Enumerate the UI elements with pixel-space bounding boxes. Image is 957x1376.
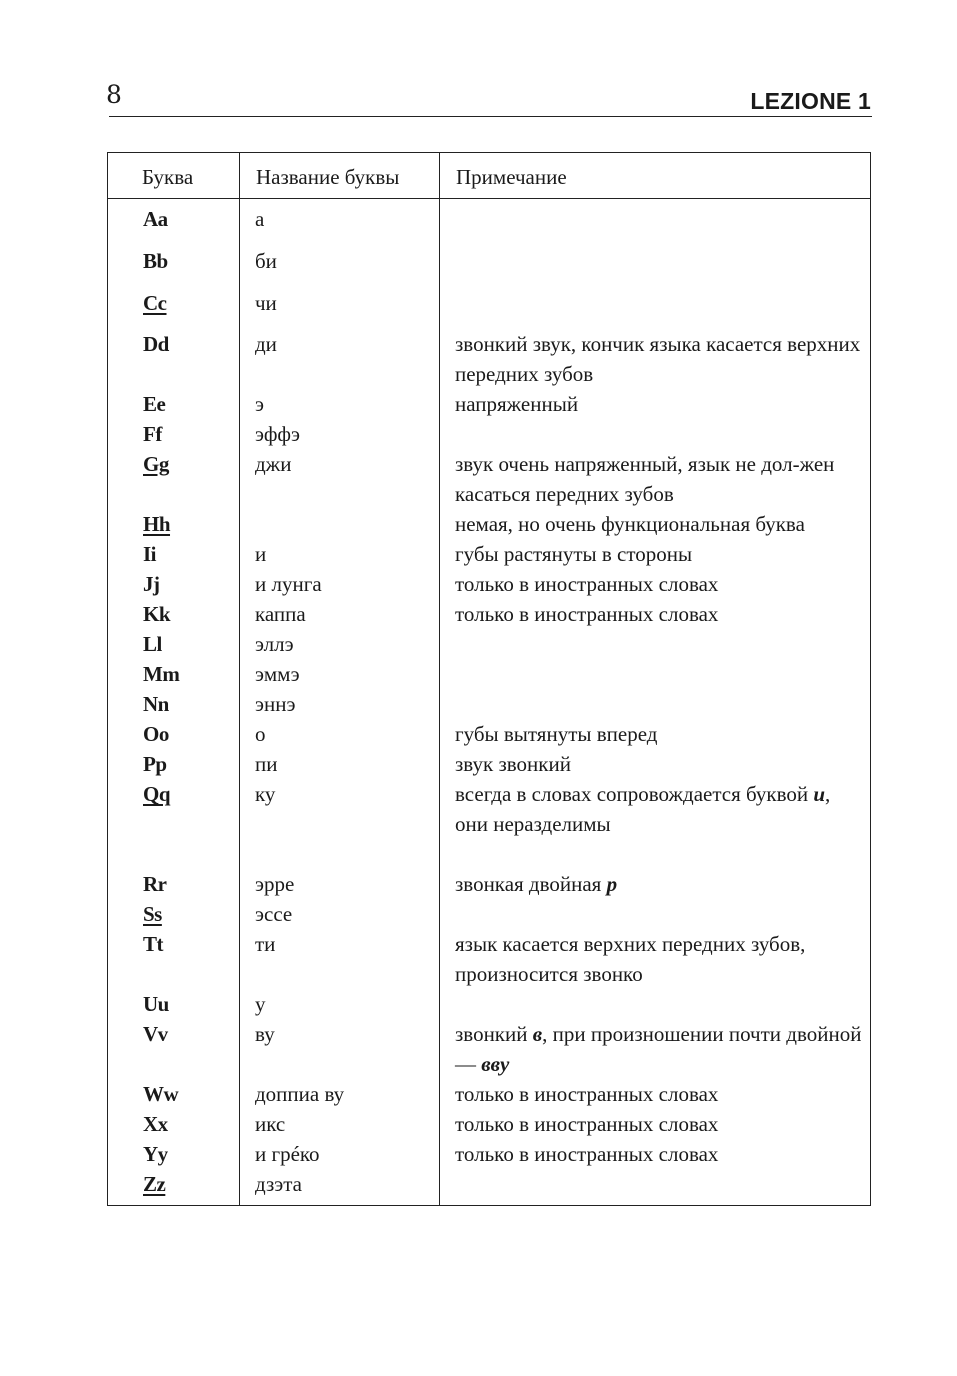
note-cell: всегда в словах сопровождается буквой u, они неразделимы	[455, 782, 831, 836]
name-cell: доппиа ву	[255, 1082, 345, 1106]
name-cell: э	[255, 392, 265, 416]
note-cell: только в иностранных словах	[455, 572, 719, 596]
note-cell: только в иностранных словах	[455, 1142, 719, 1166]
column-divider	[239, 153, 240, 1205]
page-number: 8	[106, 80, 122, 109]
alphabet-table	[107, 152, 871, 1206]
name-cell: чи	[255, 291, 277, 315]
name-cell: пи	[255, 752, 278, 776]
letter-cell: Zz	[143, 1172, 166, 1196]
name-cell: ди	[255, 332, 277, 356]
name-cell: эннэ	[255, 692, 296, 716]
header-divider	[108, 198, 870, 199]
name-cell: эффэ	[255, 422, 300, 446]
note-cell: звонкий звук, кончик языка касается верхних передних зубов	[455, 332, 861, 386]
name-cell: о	[255, 722, 266, 746]
letter-cell: Jj	[143, 572, 160, 596]
note-cell: звук звонкий	[455, 752, 571, 776]
letter-cell: Dd	[143, 332, 169, 356]
letter-cell: Xx	[143, 1112, 168, 1136]
name-cell: и лунга	[255, 572, 322, 596]
note-cell: только в иностранных словах	[455, 602, 719, 626]
letter-cell: Tt	[143, 932, 163, 956]
letter-cell: Kk	[143, 602, 171, 626]
name-cell: дзэта	[255, 1172, 303, 1196]
note-cell: звонкий в, при произношении почти двойной — вву	[455, 1022, 862, 1076]
name-cell: би	[255, 249, 277, 273]
name-cell: ву	[255, 1022, 275, 1046]
name-cell: у	[255, 992, 266, 1016]
lesson-title: LEZIONE 1	[750, 88, 871, 114]
letter-cell: Qq	[143, 782, 171, 806]
name-cell: эллэ	[255, 632, 294, 656]
letter-cell: Ii	[143, 542, 157, 566]
letter-cell: Pp	[143, 752, 167, 776]
note-cell: язык касается верхних передних зубов, произносится звонко	[455, 932, 806, 986]
note-cell: звук очень напряженный, язык не дол-жен касаться передних зубов	[455, 452, 835, 506]
name-cell: эрре	[255, 872, 295, 896]
letter-cell: Vv	[143, 1022, 168, 1046]
note-cell: губы растянуты в стороны	[455, 542, 693, 566]
note-cell: немая, но очень функциональная буква	[455, 512, 805, 536]
name-cell: эммэ	[255, 662, 300, 686]
name-cell: икс	[255, 1112, 286, 1136]
letter-cell: Oo	[143, 722, 169, 746]
note-cell: губы вытянуты вперед	[455, 722, 658, 746]
header-note: Примечание	[456, 165, 567, 189]
name-cell: ти	[255, 932, 276, 956]
note-cell: звонкая двойная р	[455, 872, 618, 896]
letter-cell: Gg	[143, 452, 169, 476]
name-cell: каппа	[255, 602, 306, 626]
name-cell: джи	[255, 452, 292, 476]
note-cell: только в иностранных словах	[455, 1112, 719, 1136]
letter-cell: Ss	[143, 902, 162, 926]
letter-cell: Nn	[143, 692, 169, 716]
letter-cell: Cc	[143, 291, 167, 315]
letter-cell: Ff	[143, 422, 162, 446]
note-cell: напряженный	[455, 392, 579, 416]
header-name: Название буквы	[256, 165, 400, 189]
letter-cell: Hh	[143, 512, 171, 536]
name-cell: ку	[255, 782, 276, 806]
letter-cell: Ee	[143, 392, 166, 416]
letter-cell: Ll	[143, 632, 162, 656]
column-divider	[439, 153, 440, 1205]
letter-cell: Aa	[143, 207, 168, 231]
letter-cell: Rr	[143, 872, 167, 896]
letter-cell: Uu	[143, 992, 169, 1016]
header-rule	[109, 116, 872, 117]
note-cell: только в иностранных словах	[455, 1082, 719, 1106]
letter-cell: Ww	[143, 1082, 179, 1106]
letter-cell: Mm	[143, 662, 180, 686]
name-cell: а	[255, 207, 265, 231]
name-cell: эссе	[255, 902, 293, 926]
name-cell: и грéко	[255, 1142, 320, 1166]
letter-cell: Bb	[143, 249, 168, 273]
name-cell: и	[255, 542, 267, 566]
letter-cell: Yy	[143, 1142, 168, 1166]
header-letter: Буква	[142, 165, 194, 189]
